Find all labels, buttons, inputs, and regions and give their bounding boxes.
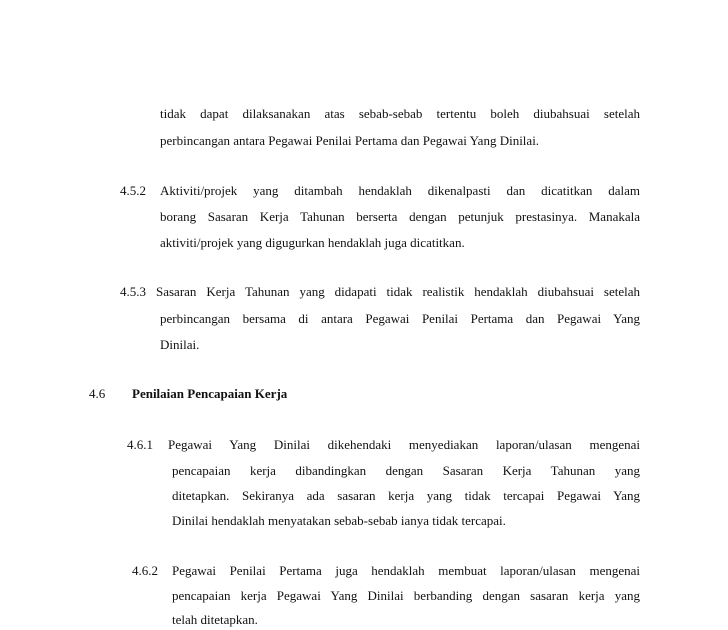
item-number: 4.5.2 <box>120 183 146 198</box>
text-line: tidak dapat dilaksanakan atas sebab-sebab tertentu boleh diubahsuai setelah <box>160 106 640 121</box>
text-line: aktiviti/projek yang digugurkan hendaklah juga dicatitkan. <box>160 235 465 250</box>
text-line: Sasaran Kerja Tahunan yang didapati tidak realistik hendaklah diubahsuai setelah <box>156 284 640 299</box>
text-line: Dinilai. <box>160 337 200 352</box>
text-line: pencapaian kerja Pegawai Yang Dinilai berbanding dengan sasaran kerja yang <box>172 588 640 603</box>
text-line: Pegawai Penilai Pertama juga hendaklah membuat laporan/ulasan mengenai <box>172 563 640 578</box>
text-line: pencapaian kerja dibandingkan dengan Sasaran Kerja Tahunan yang <box>172 463 640 478</box>
item-number: 4.6.2 <box>132 563 158 578</box>
text-line: ditetapkan. Sekiranya ada sasaran kerja yang tidak tercapai Pegawai Yang <box>172 488 640 503</box>
text-line: telah ditetapkan. <box>172 612 258 627</box>
item-number: 4.5.3 <box>120 284 146 299</box>
text-line: perbincangan antara Pegawai Penilai Pertama dan Pegawai Yang Dinilai. <box>160 133 540 148</box>
item-number: 4.6.1 <box>127 437 153 452</box>
section-number: 4.6 <box>89 386 106 401</box>
section-title: Penilaian Pencapaian Kerja <box>132 386 288 401</box>
text-line: perbincangan bersama di antara Pegawai Penilai Pertama dan Pegawai Yang <box>160 311 640 326</box>
text-line: Aktiviti/projek yang ditambah hendaklah dikenalpasti dan dicatitkan dalam <box>160 183 640 198</box>
text-line: Dinilai hendaklah menyatakan sebab-sebab ianya tidak tercapai. <box>172 513 506 528</box>
text-line: Pegawai Yang Dinilai dikehendaki menyediakan laporan/ulasan mengenai <box>168 437 640 452</box>
text-line: borang Sasaran Kerja Tahunan berserta dengan petunjuk prestasinya. Manakala <box>160 209 640 224</box>
